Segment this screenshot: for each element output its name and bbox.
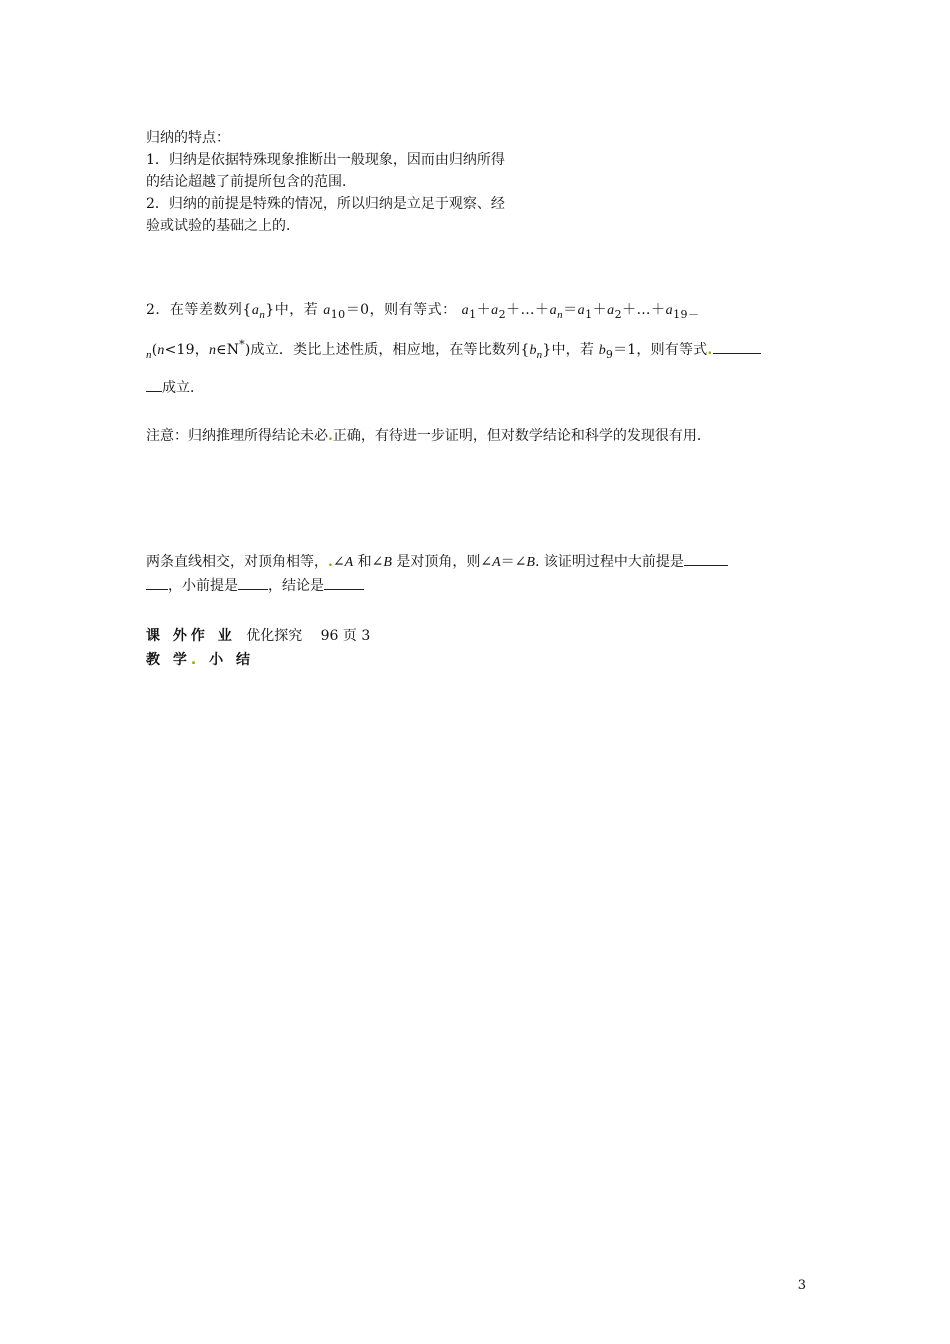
note-text: 注意：归纳推理所得结论未必.正确，有待进一步证明，但对数学结论和科学的发现很有用． (146, 428, 711, 444)
summary-heading: 教 学. 小 结 (146, 652, 254, 668)
induction-point-2b: 验或试验的基础之上的． (146, 218, 300, 234)
syllogism-line-2: ，小前提是 ，结论是 (146, 576, 364, 596)
homework-text: 优化探究 96 页 3 (246, 628, 371, 644)
induction-point-1a: 1．归纳是依据特殊现象推断出一般现象，因而由归纳所得 (146, 152, 505, 168)
syllogism-line-1: 两条直线相交，对顶角相等，.∠A 和∠B 是对顶角，则∠A＝∠B. 该证明过程中大前提是 (146, 552, 728, 573)
problem-2-line-2: $_n$(n<19，n∈N*)成立．类比上述性质，相应地，在等比数列$\{b_n\}$中，若 $b_9=1$，则有等式. (146, 340, 761, 361)
homework-label: 课 外作 业 (146, 628, 236, 644)
page-number: 3 (797, 1278, 806, 1293)
problem-2-line-1: 2．在等差数列$\{a_n\}$中，若 $a_{10}=0$，则有等式： $a_1+a_2+\dots+a_n=a_1+a_2+\dots+a_{19-}$ (146, 302, 700, 321)
induction-point-1b: 的结论超越了前提所包含的范围． (146, 174, 356, 190)
homework-line (146, 626, 370, 646)
induction-heading: 归纳的特点： (146, 130, 230, 146)
problem-2-line-3: 成立． (146, 378, 204, 398)
induction-point-2a: 2．归纳的前提是特殊的情况，所以归纳是立足于观察、经 (146, 196, 505, 212)
